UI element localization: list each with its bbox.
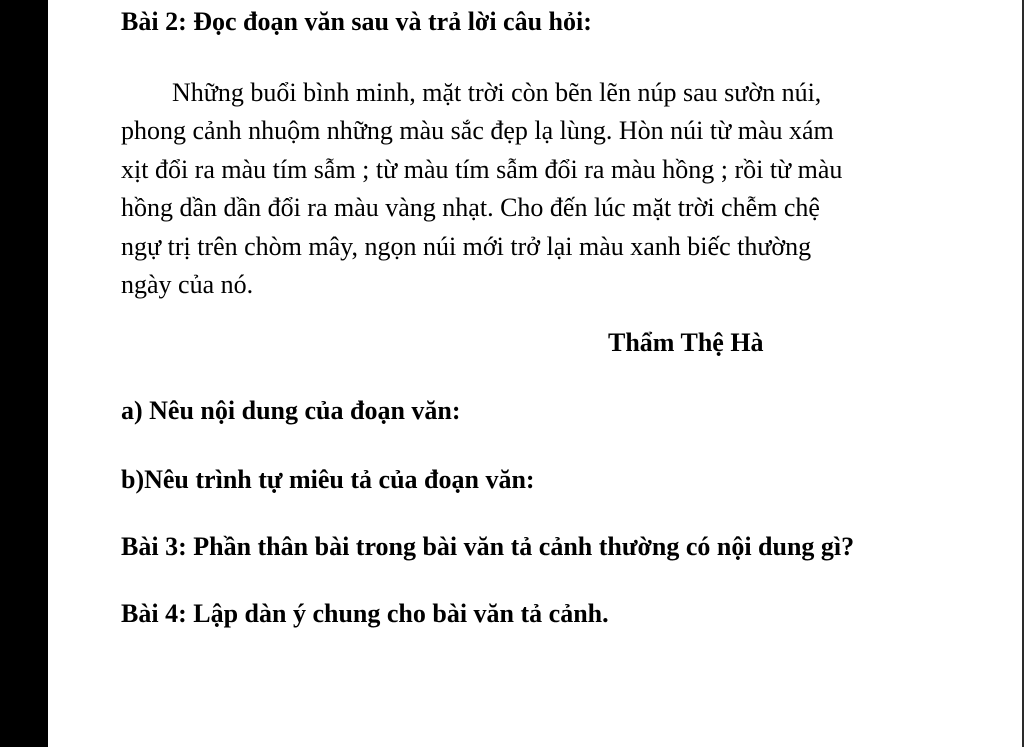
exercise-2-title: Bài 2: Đọc đoạn văn sau và trả lời câu hỏi: (121, 7, 592, 36)
passage-line: Những buổi bình minh, mặt trời còn bẽn lẽn núp sau sườn núi, (172, 78, 822, 107)
document-page (48, 0, 1024, 747)
question-b: b)Nêu trình tự miêu tả của đoạn văn: (121, 465, 535, 494)
passage-line: xịt đổi ra màu tím sẫm ; từ màu tím sẫm đổi ra màu hồng ; rồi từ màu (121, 154, 843, 184)
passage-line: ngự trị trên chòm mây, ngọn núi mới trở lại màu xanh biếc thường (121, 231, 812, 261)
passage-line: hồng dần dần đổi ra màu vàng nhạt. Cho đến lúc mặt trời chễm chệ (121, 193, 820, 223)
passage-line: ngày của nó. (121, 270, 254, 300)
passage-author: Thẩm Thệ Hà (608, 328, 764, 357)
reading-passage (121, 74, 951, 304)
question-a: a) Nêu nội dung của đoạn văn: (121, 396, 461, 425)
passage-line: phong cảnh nhuộm những màu sắc đẹp lạ lùng. Hòn núi từ màu xám (121, 116, 834, 146)
exercise-3: Bài 3: Phần thân bài trong bài văn tả cảnh thường có nội dung gì? (121, 532, 855, 561)
exercise-4: Bài 4: Lập dàn ý chung cho bài văn tả cảnh. (121, 599, 609, 628)
